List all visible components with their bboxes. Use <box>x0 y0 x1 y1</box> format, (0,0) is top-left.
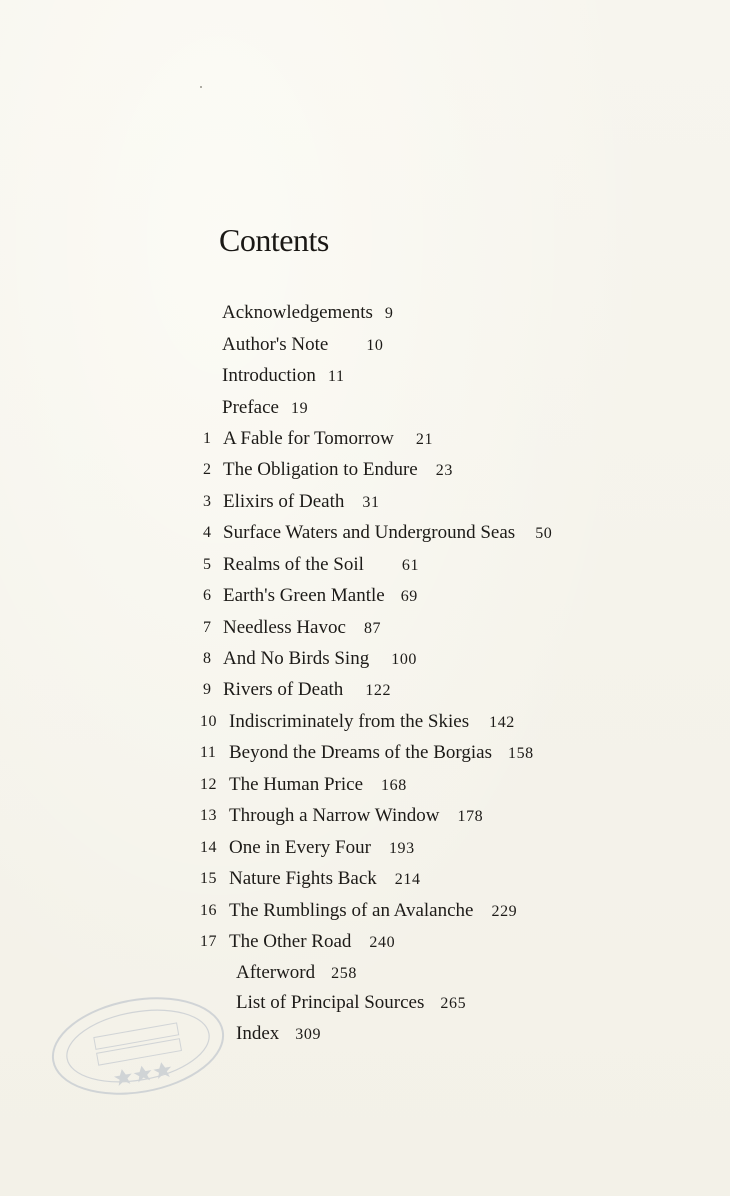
toc-entry-title: Through a Narrow Window <box>229 805 440 826</box>
toc-entry-page: 31 <box>362 494 380 511</box>
toc-entry-title: Index <box>236 1023 280 1044</box>
toc-entry-title: Surface Waters and Underground Seas <box>223 522 516 543</box>
toc-entry-page: 23 <box>435 462 453 479</box>
toc-entry <box>203 677 391 703</box>
toc-entry <box>200 866 421 892</box>
toc-entry-title: Beyond the Dreams of the Borgias <box>229 742 492 763</box>
toc-entry-page: 122 <box>365 682 392 699</box>
toc-entry-title: The Obligation to Endure <box>223 459 418 480</box>
toc-entry <box>222 332 384 358</box>
toc-entry <box>236 990 466 1016</box>
toc-entry-title: A Fable for Tomorrow <box>223 428 394 449</box>
toc-entry <box>200 835 415 861</box>
toc-entry-number: 5 <box>203 556 212 573</box>
toc-entry <box>203 520 552 546</box>
toc-entry <box>200 740 534 766</box>
toc-entry-page: 61 <box>401 557 420 574</box>
toc-entry-number: 14 <box>200 839 217 856</box>
toc-entry-page: 214 <box>394 871 421 888</box>
toc-entry-page: 142 <box>489 714 515 731</box>
toc-entry-title: Preface <box>222 397 279 418</box>
toc-entry-title: List of Principal Sources <box>236 992 425 1013</box>
toc-entry-number: 8 <box>203 650 212 667</box>
toc-entry-title: Realms of the Soil <box>223 554 364 575</box>
toc-entry-page: 229 <box>491 903 518 920</box>
toc-entry-number: 13 <box>200 807 217 824</box>
toc-entry <box>200 929 395 955</box>
toc-entry-title: Elixirs of Death <box>223 491 345 512</box>
toc-entry-page: 19 <box>290 400 309 417</box>
toc-entry <box>200 898 517 924</box>
toc-entry-title: The Human Price <box>229 774 364 795</box>
toc-entry-title: Introduction <box>222 365 316 386</box>
toc-entry-title: The Other Road <box>229 931 352 952</box>
toc-entry-page: 100 <box>391 651 418 668</box>
toc-entry-page: 240 <box>369 934 396 951</box>
toc-entry-title: Needless Havoc <box>223 617 346 638</box>
toc-entry-page: 9 <box>384 305 394 322</box>
toc-entry-title: The Rumblings of an Avalanche <box>229 900 474 921</box>
toc-entry-title: Earth's Green Mantle <box>223 585 385 606</box>
toc-entry-page: 21 <box>415 431 434 448</box>
toc-entry <box>222 395 308 421</box>
toc-entry <box>236 960 357 986</box>
page-title: Contents <box>219 222 329 258</box>
toc-entry-page: 10 <box>366 337 384 354</box>
toc-entry <box>203 646 417 672</box>
toc-entry-page: 309 <box>295 1026 322 1043</box>
toc-entry <box>200 772 407 798</box>
toc-entry <box>203 426 433 452</box>
toc-entry-page: 193 <box>388 840 415 857</box>
toc-entry-number: 16 <box>200 902 217 919</box>
toc-entry-page: 168 <box>381 777 407 794</box>
toc-entry <box>200 803 483 829</box>
toc-entry-page: 69 <box>400 588 418 605</box>
toc-entry <box>200 709 515 735</box>
toc-entry <box>222 300 394 326</box>
toc-entry-page: 87 <box>363 620 382 637</box>
toc-entry-title: Indiscriminately from the Skies <box>229 711 470 732</box>
toc-entry-number: 12 <box>200 776 217 793</box>
toc-entry-number: 15 <box>200 870 217 887</box>
toc-entry <box>203 457 453 483</box>
toc-entry-page: 158 <box>507 745 534 762</box>
toc-entry-number: 7 <box>203 619 212 636</box>
toc-entry-title: One in Every Four <box>229 837 371 858</box>
toc-entry <box>222 363 345 389</box>
toc-entry-number: 3 <box>203 493 212 510</box>
toc-entry-page: 178 <box>457 808 484 825</box>
toc-entry-title: Rivers of Death <box>223 679 344 700</box>
toc-entry <box>203 615 381 641</box>
toc-entry <box>236 1021 321 1047</box>
toc-entry-page: 11 <box>327 368 345 385</box>
toc-entry-number: 11 <box>200 744 217 761</box>
toc-entry-number: 1 <box>203 430 212 447</box>
toc-entry-title: Author's Note <box>222 334 329 355</box>
toc-entry-number: 4 <box>203 524 212 541</box>
toc-entry <box>203 583 418 609</box>
toc-entry-title: And No Birds Sing <box>223 648 370 669</box>
toc-entry <box>203 489 380 515</box>
toc-entry-page: 258 <box>331 965 357 982</box>
toc-entry-number: 10 <box>200 713 217 730</box>
toc-entry <box>203 552 419 578</box>
toc-entry-title: Acknowledgements <box>222 302 373 323</box>
toc-entry-page: 50 <box>535 525 553 542</box>
toc-entry-number: 9 <box>203 681 212 698</box>
toc-entry-number: 2 <box>203 461 212 478</box>
toc-entry-title: Nature Fights Back <box>229 868 377 889</box>
toc-entry-title: Afterword <box>236 962 316 983</box>
toc-entry-number: 6 <box>203 587 212 604</box>
toc-entry-number: 17 <box>200 933 217 950</box>
toc-entry-page: 265 <box>440 995 467 1012</box>
